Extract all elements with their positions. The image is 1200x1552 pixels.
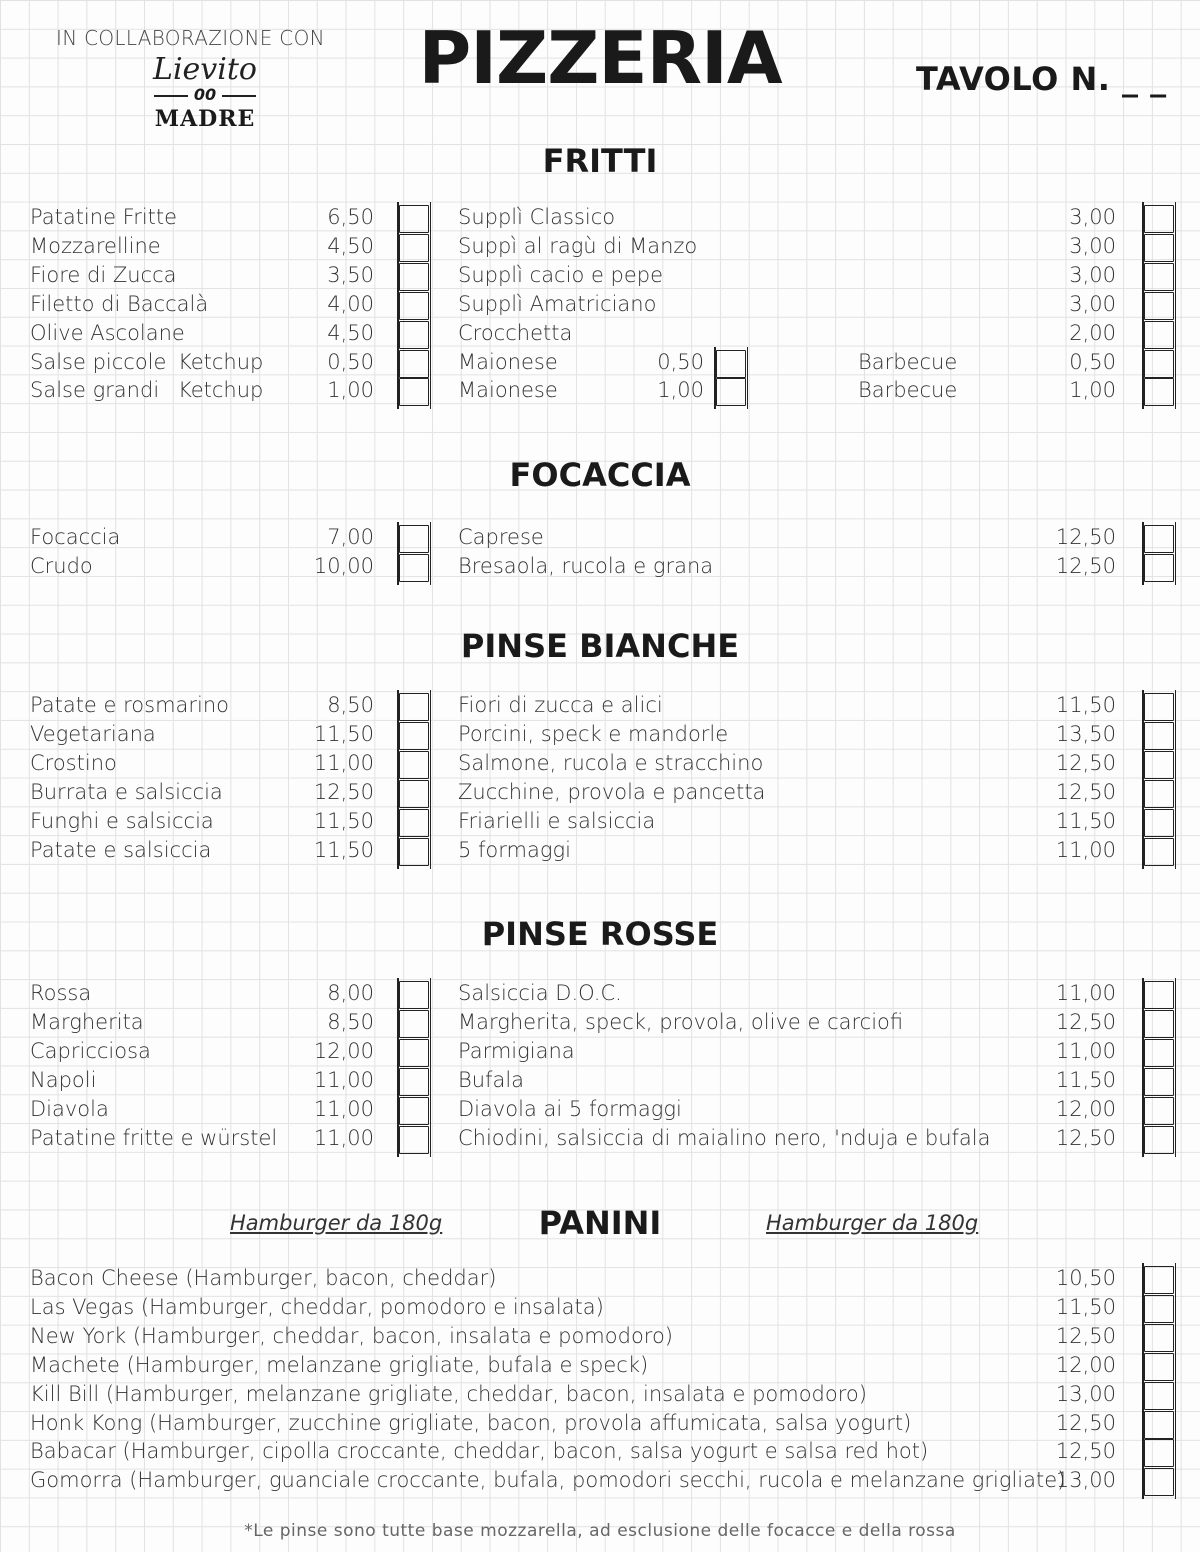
menu-item-name: Patatine fritte e würstel [30, 1125, 278, 1150]
order-checkbox[interactable] [399, 205, 429, 233]
menu-item-name: Caprese [458, 525, 544, 549]
order-checkbox[interactable] [1144, 1097, 1174, 1125]
menu-item-name: Fiori di zucca e alici [458, 693, 663, 717]
order-checkbox[interactable] [716, 378, 746, 406]
menu-item-name: Zucchine, provola e pancetta [458, 779, 766, 804]
menu-item-name: Margherita, speck, provola, olive e carciofi [458, 1009, 904, 1034]
order-checkbox[interactable] [399, 1068, 429, 1096]
order-checkbox[interactable] [399, 981, 429, 1009]
order-checkbox[interactable] [1144, 722, 1174, 750]
menu-item-name: Gomorra (Hamburger, guanciale croccante, bufala, pomodori secchi, rucola e melanzane grigliate) [30, 1468, 1066, 1493]
menu-item-price: 11,00 [1055, 1038, 1116, 1063]
order-checkbox[interactable] [1144, 809, 1174, 837]
order-checkbox[interactable] [1144, 1468, 1174, 1496]
menu-item-price: 11,00 [313, 750, 374, 775]
order-checkbox[interactable] [1144, 1266, 1174, 1294]
menu-item-price: 1,00 [327, 378, 374, 403]
menu-item-price: 7,00 [327, 525, 374, 549]
menu-item-variant: Ketchup [178, 349, 264, 374]
menu-item-name: Rossa [30, 981, 92, 1005]
order-checkbox[interactable] [1144, 751, 1174, 779]
order-checkbox[interactable] [399, 1010, 429, 1038]
page-title: PIZZERIA [418, 16, 782, 100]
order-checkbox[interactable] [399, 1126, 429, 1154]
footnote: *Le pinse sono tutte base mozzarella, ad esclusione delle focacce e della rossa [244, 1521, 956, 1541]
menu-item-price: 1,00 [657, 378, 704, 403]
menu-item-price: 10,00 [313, 553, 374, 578]
menu-item-price: 12,50 [1055, 525, 1116, 549]
menu-item-price: 4,50 [327, 233, 374, 258]
menu-item-name: Vegetariana [30, 721, 156, 746]
menu-item-name: Crostino [30, 750, 117, 775]
menu-item-name: Kill Bill (Hamburger, melanzane grigliate, cheddar, bacon, insalata e pomodoro) [30, 1381, 867, 1406]
menu-item-price: 11,50 [313, 721, 374, 746]
menu-item-price: 12,50 [1055, 779, 1116, 804]
section-title-pinse-bianche: PINSE BIANCHE [460, 627, 740, 665]
menu-item-price: 12,50 [1055, 1439, 1116, 1464]
order-checkbox[interactable] [1144, 1068, 1174, 1096]
order-checkbox[interactable] [399, 378, 429, 406]
order-checkbox[interactable] [399, 292, 429, 320]
menu-item-name: Babacar (Hamburger, cipolla croccante, cheddar, bacon, salsa yogurt e salsa red hot) [30, 1439, 929, 1464]
table-number-label: TAVOLO N. _ _ [916, 60, 1167, 98]
menu-item-name: Patate e rosmarino [30, 693, 230, 717]
menu-item-price: 12,00 [1055, 1096, 1116, 1121]
order-checkbox[interactable] [1144, 350, 1174, 378]
menu-item-price: 11,00 [1055, 981, 1116, 1005]
menu-item-price: 12,50 [1055, 553, 1116, 578]
menu-item-price: 12,50 [1055, 1125, 1116, 1150]
menu-item-name: Suppì al ragù di Manzo [458, 233, 698, 258]
menu-item-name: Friarielli e salsiccia [458, 808, 656, 833]
menu-item-price: 11,00 [313, 1125, 374, 1150]
section-title-pinse-rosse: PINSE ROSSE [481, 915, 719, 953]
order-checkbox[interactable] [399, 321, 429, 349]
menu-item-name: Napoli [30, 1067, 97, 1092]
order-checkbox[interactable] [1144, 1411, 1174, 1439]
menu-item-variant: Ketchup [178, 378, 264, 403]
order-checkbox[interactable] [399, 234, 429, 262]
order-checkbox[interactable] [1144, 981, 1174, 1009]
logo-line-3: MADRE [154, 106, 256, 132]
menu-item-price: 11,50 [1055, 693, 1116, 717]
order-checkbox[interactable] [716, 350, 746, 378]
menu-item-name: Crocchetta [458, 320, 573, 345]
order-checkbox[interactable] [399, 780, 429, 808]
menu-item-price: 3,00 [1069, 291, 1116, 316]
menu-item-price: 8,50 [327, 1009, 374, 1034]
order-checkbox[interactable] [399, 350, 429, 378]
menu-item-name: Maionese [458, 378, 558, 403]
order-checkbox[interactable] [1144, 1324, 1174, 1352]
menu-item-name: Funghi e salsiccia [30, 808, 214, 833]
menu-item-name: Bufala [458, 1067, 525, 1092]
order-checkbox[interactable] [1144, 693, 1174, 721]
section-title-focaccia: FOCACCIA [509, 456, 691, 494]
order-checkbox[interactable] [399, 1097, 429, 1125]
menu-item-price: 12,50 [1055, 1410, 1116, 1435]
menu-item-name: Chiodini, salsiccia di maialino nero, 'nduja e bufala [458, 1125, 991, 1150]
order-checkbox[interactable] [1144, 1295, 1174, 1323]
menu-item-price: 11,50 [1055, 808, 1116, 833]
order-checkbox[interactable] [1144, 1010, 1174, 1038]
menu-item-price: 11,00 [313, 1096, 374, 1121]
order-checkbox[interactable] [1144, 234, 1174, 262]
menu-item-name: Bacon Cheese (Hamburger, bacon, cheddar) [30, 1266, 497, 1290]
panini-subtitle-right: Hamburger da 180g [766, 1211, 979, 1235]
menu-item-name: Diavola ai 5 formaggi [458, 1096, 682, 1121]
menu-item-name: Supplì cacio e pepe [458, 262, 664, 287]
order-checkbox[interactable] [1144, 321, 1174, 349]
menu-item-price: 11,00 [1055, 837, 1116, 862]
menu-item-price: 12,50 [1055, 750, 1116, 775]
menu-item-name: Focaccia [30, 525, 121, 549]
menu-item-price: 3,00 [1069, 262, 1116, 287]
menu-item-name: Patatine Fritte [30, 205, 178, 229]
menu-item-price: 1,00 [1069, 378, 1116, 403]
menu-item-variant: Barbecue [858, 378, 958, 403]
menu-item-name: 5 formaggi [458, 837, 571, 862]
menu-item-name: Honk Kong (Hamburger, zucchine grigliate, bacon, provola affumicata, salsa yogurt) [30, 1410, 912, 1435]
order-checkbox[interactable] [1144, 1039, 1174, 1067]
order-checkbox[interactable] [399, 838, 429, 866]
menu-item-name: Olive Ascolane [30, 320, 185, 345]
logo-line-1: Lievito [153, 52, 257, 87]
logo-line-2: 00 [140, 86, 270, 104]
order-checkbox[interactable] [1144, 1126, 1174, 1154]
menu-item-name: Las Vegas (Hamburger, cheddar, pomodoro e insalata) [30, 1294, 604, 1319]
menu-item-price: 11,50 [313, 808, 374, 833]
order-checkbox[interactable] [1144, 525, 1174, 553]
menu-item-price: 11,50 [1055, 1294, 1116, 1319]
menu-item-name: Capricciosa [30, 1038, 151, 1063]
menu-item-price: 12,50 [313, 779, 374, 804]
menu-item-price: 8,00 [327, 981, 374, 1005]
menu-item-name: Supplì Classico [458, 205, 616, 229]
menu-item-name: Salsiccia D.O.C. [458, 981, 622, 1005]
order-checkbox[interactable] [399, 1039, 429, 1067]
menu-item-name: Maionese [458, 349, 558, 374]
menu-item-name: Diavola [30, 1096, 109, 1121]
menu-item-price: 11,50 [1055, 1067, 1116, 1092]
order-checkbox[interactable] [399, 263, 429, 291]
menu-item-name: Porcini, speck e mandorle [458, 721, 729, 746]
menu-item-variant: Barbecue [858, 349, 958, 374]
order-checkbox[interactable] [1144, 1382, 1174, 1410]
menu-item-price: 2,00 [1069, 320, 1116, 345]
menu-item-price: 10,50 [1055, 1266, 1116, 1290]
order-checkbox[interactable] [399, 809, 429, 837]
order-checkbox[interactable] [399, 722, 429, 750]
menu-item-name: Patate e salsiccia [30, 837, 212, 862]
menu-item-price: 12,50 [1055, 1323, 1116, 1348]
menu-item-price: 0,50 [657, 349, 704, 374]
menu-item-name: New York (Hamburger, cheddar, bacon, insalata e pomodoro) [30, 1323, 674, 1348]
menu-item-name: Filetto di Baccalà [30, 291, 209, 316]
menu-item-price: 0,50 [327, 349, 374, 374]
order-checkbox[interactable] [1144, 1353, 1174, 1381]
order-checkbox[interactable] [1144, 554, 1174, 582]
menu-item-name: Supplì Amatriciano [458, 291, 657, 316]
menu-item-name: Parmigiana [458, 1038, 575, 1063]
collaboration-text: IN COLLABORAZIONE CON [56, 26, 325, 50]
menu-item-price: 6,50 [327, 205, 374, 229]
menu-item-price: 12,00 [1055, 1352, 1116, 1377]
menu-item-name: Mozzarelline [30, 233, 161, 258]
section-title-fritti: FRITTI [542, 142, 658, 180]
menu-item-name: Crudo [30, 553, 93, 578]
menu-item-price: 13,50 [1055, 721, 1116, 746]
menu-item-name: Salse grandi [30, 378, 160, 403]
menu-item-price: 4,00 [327, 291, 374, 316]
order-checkbox[interactable] [1144, 378, 1174, 406]
order-checkbox[interactable] [1144, 292, 1174, 320]
menu-item-name: Machete (Hamburger, melanzane grigliate, bufala e speck) [30, 1352, 649, 1377]
menu-item-name: Burrata e salsiccia [30, 779, 223, 804]
menu-item-price: 8,50 [327, 693, 374, 717]
menu-item-name: Salmone, rucola e stracchino [458, 750, 764, 775]
menu-item-name: Margherita [30, 1009, 144, 1034]
menu-item-price: 0,50 [1069, 349, 1116, 374]
order-checkbox[interactable] [1144, 838, 1174, 866]
section-title-panini: PANINI [538, 1204, 662, 1242]
menu-item-name: Bresaola, rucola e grana [458, 553, 714, 578]
menu-item-name: Salse piccole [30, 349, 167, 374]
menu-item-price: 12,50 [1055, 1009, 1116, 1034]
order-checkbox[interactable] [1144, 263, 1174, 291]
order-checkbox[interactable] [399, 751, 429, 779]
order-checkbox[interactable] [1144, 780, 1174, 808]
order-checkbox[interactable] [1144, 1439, 1174, 1467]
menu-item-price: 13,00 [1055, 1381, 1116, 1406]
order-checkbox[interactable] [399, 693, 429, 721]
menu-item-price: 3,50 [327, 262, 374, 287]
order-checkbox[interactable] [1144, 205, 1174, 233]
menu-item-price: 11,00 [313, 1067, 374, 1092]
menu-item-price: 13,00 [1055, 1468, 1116, 1493]
order-checkbox[interactable] [399, 554, 429, 582]
menu-item-price: 3,00 [1069, 233, 1116, 258]
menu-item-price: 11,50 [313, 837, 374, 862]
menu-item-price: 3,00 [1069, 205, 1116, 229]
menu-item-price: 4,50 [327, 320, 374, 345]
order-checkbox[interactable] [399, 525, 429, 553]
menu-item-name: Fiore di Zucca [30, 262, 177, 287]
panini-subtitle-left: Hamburger da 180g [230, 1211, 443, 1235]
menu-item-price: 12,00 [313, 1038, 374, 1063]
